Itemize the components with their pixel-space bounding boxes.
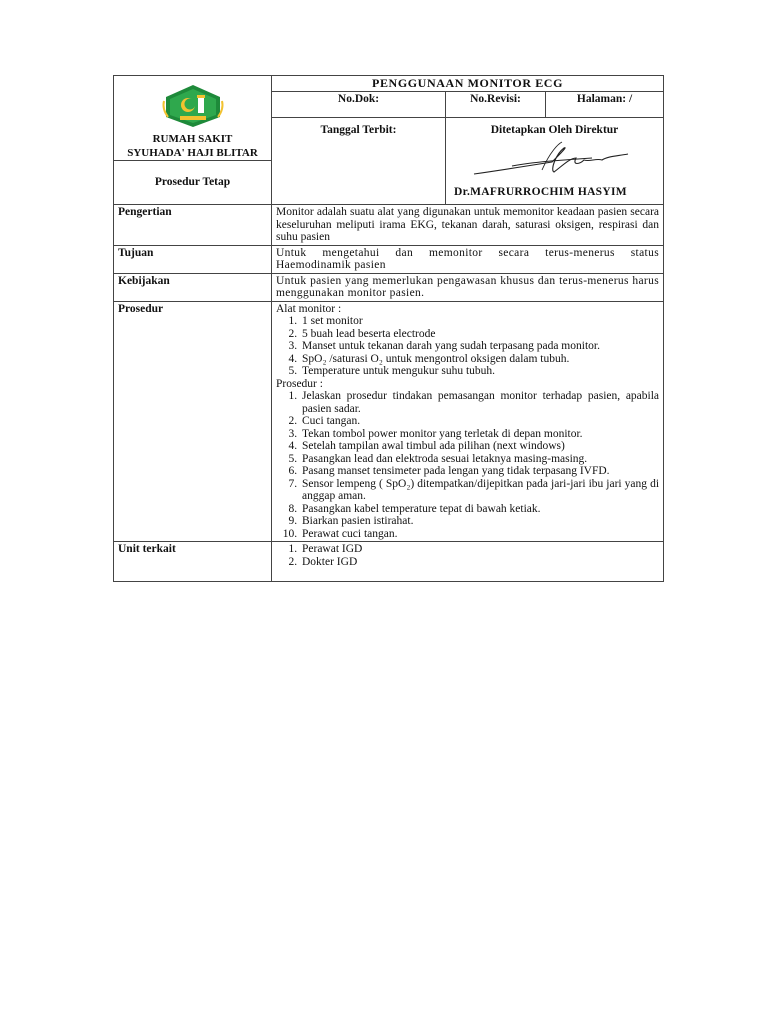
list-item: 7. Sensor lempeng ( SpO₂) ditempatkan/dijepitkan pada jari-jari ibu jari yang di anggap aman. <box>300 478 659 503</box>
sop-document <box>113 75 663 582</box>
director-signature <box>472 140 642 184</box>
list-item: 10. Perawat cuci tangan. <box>300 528 659 541</box>
tujuan-text: Untuk mengetahui dan memonitor secara terus-menerus status Haemodinamik pasien <box>272 245 664 273</box>
list-item: 2. 5 buah lead beserta electrode <box>300 328 659 341</box>
unit-terkait-label: Unit terkait <box>114 542 272 582</box>
pengertian-label: Pengertian <box>114 205 272 246</box>
list-item: 9. Biarkan pasien istirahat. <box>300 515 659 528</box>
row-unit-terkait <box>114 542 664 582</box>
list-item: 6. Pasang manset tensimeter pada lengan yang tidak terpasang IVFD. <box>300 465 659 478</box>
alat-list <box>276 315 659 378</box>
list-item: 5. Pasangkan lead dan elektroda sesuai letaknya masing-masing. <box>300 453 659 466</box>
row-kebijakan <box>114 273 664 301</box>
pengertian-text: Monitor adalah suatu alat yang digunakan untuk memonitor keadaan pasien secara keseluruhan meliputi irama EKG, tekanan darah, saturasi oksigen, respirasi dan suhu pasien <box>272 205 664 246</box>
prosedur-label: Prosedur <box>114 301 272 542</box>
halaman-label: Halaman: / <box>546 91 664 117</box>
director-name: Dr.MAFRURROCHIM HASYIM <box>454 185 627 198</box>
signature-area <box>450 136 659 198</box>
list-item: 1. Perawat IGD <box>300 543 659 556</box>
alat-heading: Alat monitor : <box>276 302 342 315</box>
hospital-name-line1: RUMAH SAKIT <box>152 133 233 145</box>
tujuan-label: Tujuan <box>114 245 272 273</box>
prosedur-content <box>272 301 664 542</box>
unit-terkait-list <box>276 543 659 568</box>
list-item: 3. Tekan tombol power monitor yang terletak di depan monitor. <box>300 428 659 441</box>
sop-table <box>113 75 664 582</box>
ditetapkan-label: Ditetapkan Oleh Direktur <box>490 123 619 136</box>
list-item: 2. Dokter IGD <box>300 556 659 569</box>
no-dok-label: No.Dok: <box>272 91 446 117</box>
hospital-identity-cell <box>114 76 272 161</box>
hospital-logo-icon <box>160 83 226 129</box>
no-revisi-label: No.Revisi: <box>446 91 546 117</box>
hospital-name-line2: SYUHADA' HAJI BLITAR <box>127 147 258 159</box>
list-item: 1. Jelaskan prosedur tindakan pemasangan monitor terhadap pasien, apabila pasien sadar. <box>300 390 659 415</box>
list-item: 3. Manset untuk tekanan darah yang sudah terpasang pada monitor. <box>300 340 659 353</box>
director-approval-cell <box>446 117 664 205</box>
row-prosedur <box>114 301 664 542</box>
unit-terkait-content <box>272 542 664 582</box>
list-item: 5. Temperature untuk mengukur suhu tubuh. <box>300 365 659 378</box>
list-item: 4. SpO₂ /saturasi O₂ untuk mengontrol oksigen dalam tubuh. <box>300 353 659 366</box>
prosedur-tetap-label: Prosedur Tetap <box>114 161 272 205</box>
list-item: 8. Pasangkan kabel temperature tepat di bawah ketiak. <box>300 503 659 516</box>
list-item: 4. Setelah tampilan awal timbul ada pilihan (next windows) <box>300 440 659 453</box>
tanggal-terbit-label: Tanggal Terbit: <box>272 117 446 205</box>
row-pengertian <box>114 205 664 246</box>
list-item: 2. Cuci tangan. <box>300 415 659 428</box>
row-tujuan <box>114 245 664 273</box>
prosedur-heading: Prosedur : <box>276 377 323 390</box>
kebijakan-label: Kebijakan <box>114 273 272 301</box>
prosedur-list <box>276 390 659 540</box>
list-item: 1. 1 set monitor <box>300 315 659 328</box>
kebijakan-text: Untuk pasien yang memerlukan pengawasan khusus dan terus-menerus harus menggunakan monitor pasien. <box>272 273 664 301</box>
document-title: PENGGUNAAN MONITOR ECG <box>272 76 664 92</box>
